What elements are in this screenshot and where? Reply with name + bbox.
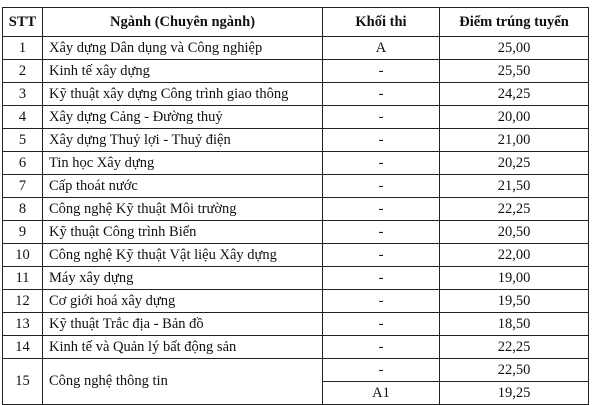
row-stt: 5 — [3, 129, 43, 152]
row-diem: 22,25 — [440, 198, 589, 221]
row-diem: 22,25 — [440, 336, 589, 359]
admission-scores-table — [2, 7, 589, 405]
row-khoi: - — [323, 83, 440, 106]
row-diem: 22,00 — [440, 244, 589, 267]
row-name: Xây dựng Thuỷ lợi - Thuỷ điện — [43, 129, 323, 152]
row-khoi: A1 — [323, 382, 440, 405]
row-khoi: - — [323, 60, 440, 83]
row-diem: 22,50 — [440, 359, 589, 382]
row-name: Tin học Xây dựng — [43, 152, 323, 175]
row-diem: 21,50 — [440, 175, 589, 198]
row-stt: 9 — [3, 221, 43, 244]
table-row — [3, 175, 589, 198]
row-khoi: - — [323, 152, 440, 175]
row-name: Kỹ thuật xây dựng Công trình giao thông — [43, 83, 323, 106]
row-khoi: - — [323, 221, 440, 244]
row-khoi: - — [323, 198, 440, 221]
row-stt: 13 — [3, 313, 43, 336]
row-khoi: - — [323, 313, 440, 336]
row-diem: 21,00 — [440, 129, 589, 152]
row-diem: 19,50 — [440, 290, 589, 313]
row-khoi: - — [323, 106, 440, 129]
row-stt: 8 — [3, 198, 43, 221]
row-stt: 6 — [3, 152, 43, 175]
row-khoi: - — [323, 290, 440, 313]
row-stt: 15 — [3, 359, 43, 405]
row-khoi: - — [323, 359, 440, 382]
row-name: Máy xây dựng — [43, 267, 323, 290]
row-khoi: - — [323, 336, 440, 359]
row-stt: 10 — [3, 244, 43, 267]
row-diem: 19,00 — [440, 267, 589, 290]
row-khoi: A — [323, 37, 440, 60]
header-name: Ngành (Chuyên ngành) — [43, 8, 323, 37]
header-khoi: Khối thi — [323, 8, 440, 37]
row-name: Xây dựng Dân dụng và Công nghiệp — [43, 37, 323, 60]
row-diem: 25,50 — [440, 60, 589, 83]
table-row — [3, 221, 589, 244]
table-row — [3, 359, 589, 382]
header-diem: Điểm trúng tuyển — [440, 8, 589, 37]
row-diem: 24,25 — [440, 83, 589, 106]
row-name: Kỹ thuật Trắc địa - Bản đồ — [43, 313, 323, 336]
row-diem: 19,25 — [440, 382, 589, 405]
row-stt: 14 — [3, 336, 43, 359]
row-khoi: - — [323, 244, 440, 267]
table-body — [3, 37, 589, 405]
row-khoi: - — [323, 175, 440, 198]
row-name: Công nghệ Kỹ thuật Môi trường — [43, 198, 323, 221]
row-name: Cấp thoát nước — [43, 175, 323, 198]
table-row — [3, 336, 589, 359]
table-row — [3, 83, 589, 106]
table-row — [3, 60, 589, 83]
row-stt: 3 — [3, 83, 43, 106]
row-diem: 20,00 — [440, 106, 589, 129]
table-row — [3, 198, 589, 221]
row-stt: 1 — [3, 37, 43, 60]
row-name: Kỹ thuật Công trình Biển — [43, 221, 323, 244]
row-diem: 18,50 — [440, 313, 589, 336]
row-name: Kinh tế xây dựng — [43, 60, 323, 83]
row-stt: 12 — [3, 290, 43, 313]
row-name: Kinh tế và Quản lý bất động sản — [43, 336, 323, 359]
table-row — [3, 313, 589, 336]
row-name: Cơ giới hoá xây dựng — [43, 290, 323, 313]
table-row — [3, 244, 589, 267]
row-diem: 20,25 — [440, 152, 589, 175]
row-diem: 20,50 — [440, 221, 589, 244]
row-stt: 7 — [3, 175, 43, 198]
row-khoi: - — [323, 267, 440, 290]
row-khoi: - — [323, 129, 440, 152]
row-name: Công nghệ Kỹ thuật Vật liệu Xây dựng — [43, 244, 323, 267]
table-row — [3, 152, 589, 175]
table-row — [3, 290, 589, 313]
row-stt: 2 — [3, 60, 43, 83]
table-row — [3, 267, 589, 290]
table-header-row — [3, 8, 589, 37]
header-stt: STT — [3, 8, 43, 37]
row-stt: 4 — [3, 106, 43, 129]
table-row — [3, 106, 589, 129]
table-row — [3, 37, 589, 60]
row-name: Công nghệ thông tin — [43, 359, 323, 405]
table-row — [3, 129, 589, 152]
row-diem: 25,00 — [440, 37, 589, 60]
row-name: Xây dựng Cảng - Đường thuỷ — [43, 106, 323, 129]
row-stt: 11 — [3, 267, 43, 290]
